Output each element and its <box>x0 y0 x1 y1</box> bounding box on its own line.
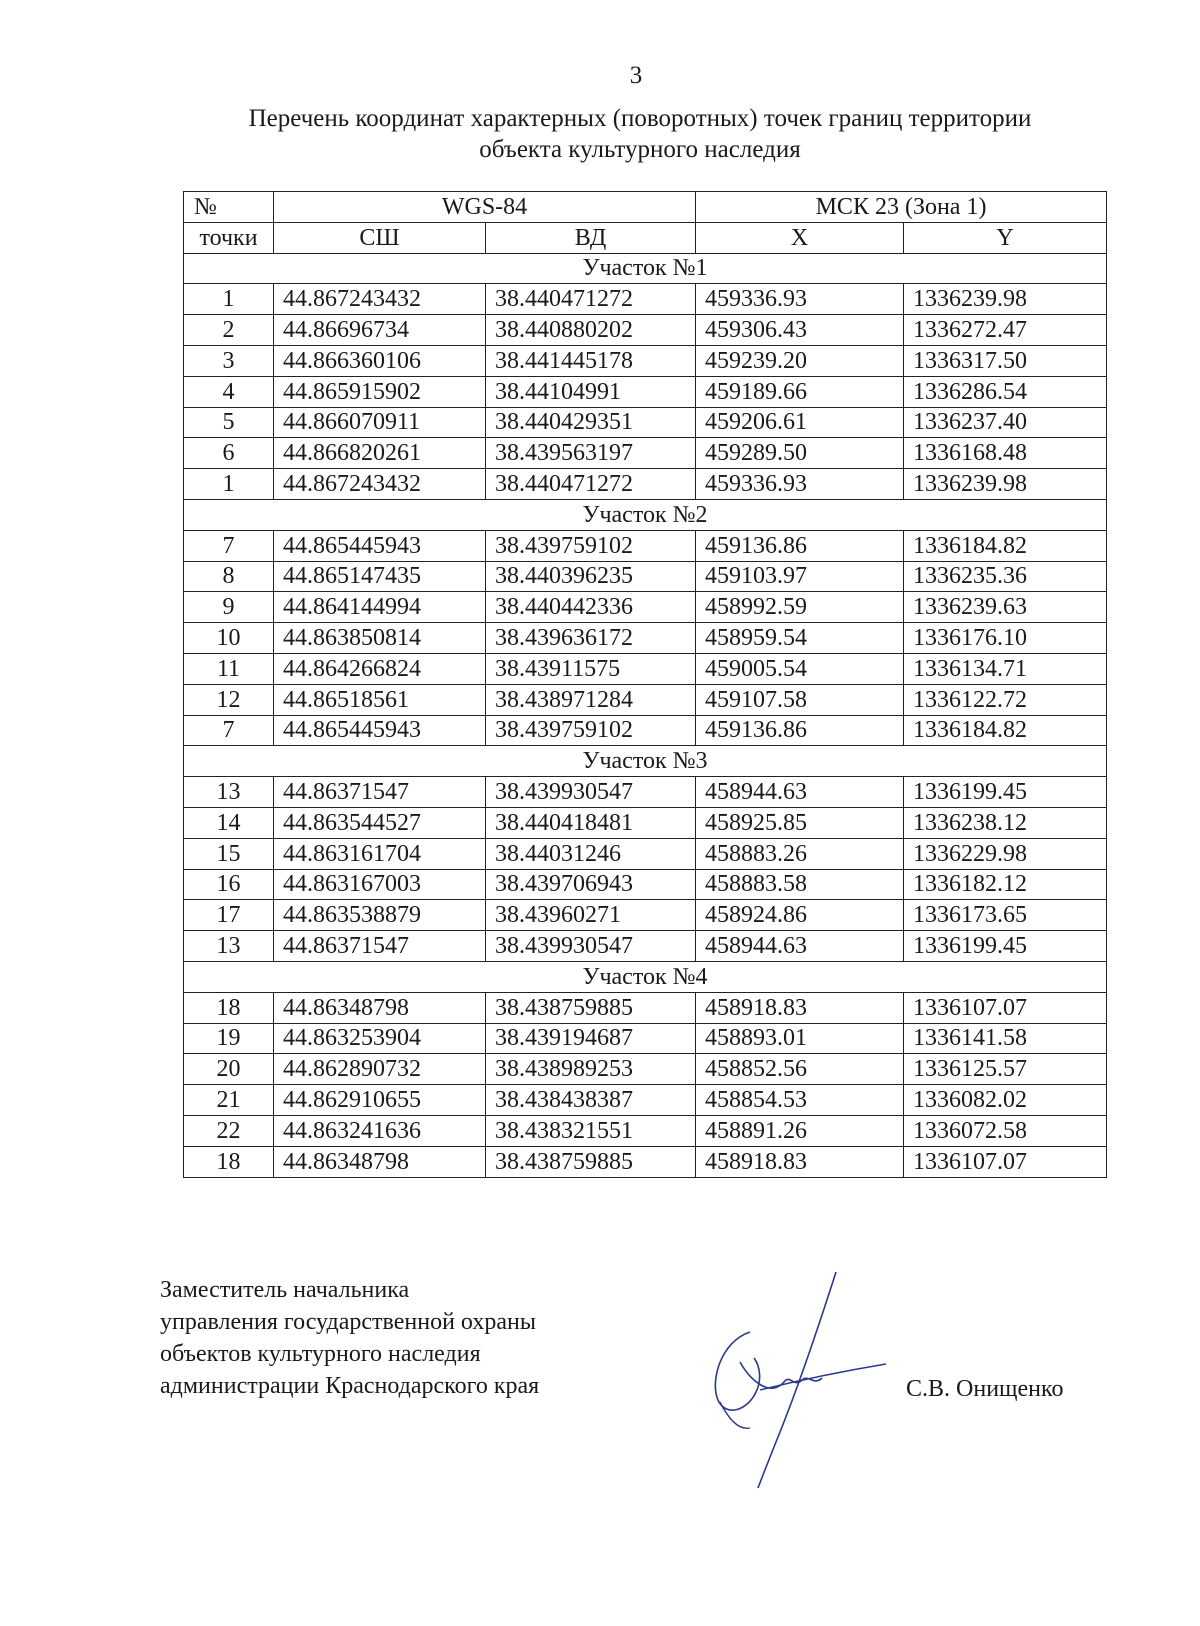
x-cell: 458918.83 <box>696 1146 904 1177</box>
page-number: 3 <box>629 62 643 89</box>
point-number-cell: 5 <box>184 407 274 438</box>
table-header-row-2 <box>184 222 1107 253</box>
longitude-cell: 38.439563197 <box>486 438 696 469</box>
signatory-position <box>160 1274 539 1402</box>
point-number-cell: 8 <box>184 561 274 592</box>
table-row <box>184 623 1107 654</box>
document-title-line-1: Перечень координат характерных (поворотных) точек границ территории <box>248 105 1032 132</box>
table-row <box>184 438 1107 469</box>
latitude-cell: 44.863850814 <box>274 623 486 654</box>
section-row <box>184 499 1107 530</box>
section-row <box>184 961 1107 992</box>
y-cell: 1336239.98 <box>904 284 1107 315</box>
longitude-cell: 38.438321551 <box>486 1115 696 1146</box>
header-point-number: № <box>184 192 274 223</box>
signatory-position-line: объектов культурного наследия <box>160 1341 481 1367</box>
x-cell: 459136.86 <box>696 715 904 746</box>
x-cell: 458959.54 <box>696 623 904 654</box>
longitude-cell: 38.439930547 <box>486 931 696 962</box>
header-y: Y <box>904 222 1107 253</box>
x-cell: 458854.53 <box>696 1085 904 1116</box>
point-number-cell: 6 <box>184 438 274 469</box>
document-title-line-2: объекта культурного наследия <box>479 136 801 163</box>
x-cell: 458925.85 <box>696 807 904 838</box>
y-cell: 1336134.71 <box>904 653 1107 684</box>
table-row <box>184 684 1107 715</box>
table-row <box>184 315 1107 346</box>
x-cell: 459189.66 <box>696 376 904 407</box>
section-title: Участок №4 <box>184 961 1107 992</box>
latitude-cell: 44.86696734 <box>274 315 486 346</box>
latitude-cell: 44.865445943 <box>274 530 486 561</box>
y-cell: 1336199.45 <box>904 777 1107 808</box>
table-row <box>184 345 1107 376</box>
latitude-cell: 44.863538879 <box>274 900 486 931</box>
y-cell: 1336272.47 <box>904 315 1107 346</box>
latitude-cell: 44.864266824 <box>274 653 486 684</box>
latitude-cell: 44.863161704 <box>274 838 486 869</box>
header-longitude: ВД <box>486 222 696 253</box>
x-cell: 458852.56 <box>696 1054 904 1085</box>
point-number-cell: 20 <box>184 1054 274 1085</box>
x-cell: 459306.43 <box>696 315 904 346</box>
longitude-cell: 38.440418481 <box>486 807 696 838</box>
table-row <box>184 592 1107 623</box>
x-cell: 458992.59 <box>696 592 904 623</box>
table-row <box>184 1146 1107 1177</box>
signer-name: С.В. Онищенко <box>906 1376 1064 1402</box>
y-cell: 1336286.54 <box>904 376 1107 407</box>
longitude-cell: 38.439930547 <box>486 777 696 808</box>
longitude-cell: 38.44031246 <box>486 838 696 869</box>
table-row <box>184 1085 1107 1116</box>
point-number-cell: 15 <box>184 838 274 869</box>
longitude-cell: 38.439759102 <box>486 530 696 561</box>
latitude-cell: 44.862890732 <box>274 1054 486 1085</box>
point-number-cell: 19 <box>184 1023 274 1054</box>
latitude-cell: 44.867243432 <box>274 284 486 315</box>
signatory-position-line: администрации Краснодарского края <box>160 1373 540 1399</box>
longitude-cell: 38.441445178 <box>486 345 696 376</box>
latitude-cell: 44.86371547 <box>274 777 486 808</box>
x-cell: 458893.01 <box>696 1023 904 1054</box>
point-number-cell: 2 <box>184 315 274 346</box>
longitude-cell: 38.440471272 <box>486 469 696 500</box>
x-cell: 459103.97 <box>696 561 904 592</box>
latitude-cell: 44.86371547 <box>274 931 486 962</box>
x-cell: 458944.63 <box>696 931 904 962</box>
y-cell: 1336237.40 <box>904 407 1107 438</box>
header-latitude: СШ <box>274 222 486 253</box>
y-cell: 1336199.45 <box>904 931 1107 962</box>
table-row <box>184 807 1107 838</box>
y-cell: 1336239.98 <box>904 469 1107 500</box>
section-title: Участок №3 <box>184 746 1107 777</box>
y-cell: 1336072.58 <box>904 1115 1107 1146</box>
point-number-cell: 11 <box>184 653 274 684</box>
point-number-cell: 10 <box>184 623 274 654</box>
latitude-cell: 44.867243432 <box>274 469 486 500</box>
y-cell: 1336107.07 <box>904 1146 1107 1177</box>
point-number-cell: 7 <box>184 715 274 746</box>
table-row <box>184 715 1107 746</box>
header-x: X <box>696 222 904 253</box>
coordinates-table <box>183 191 1107 1178</box>
y-cell: 1336184.82 <box>904 715 1107 746</box>
longitude-cell: 38.439706943 <box>486 869 696 900</box>
y-cell: 1336317.50 <box>904 345 1107 376</box>
header-msk23: МСК 23 (Зона 1) <box>696 192 1107 223</box>
table-row <box>184 561 1107 592</box>
table-row <box>184 407 1107 438</box>
latitude-cell: 44.865445943 <box>274 715 486 746</box>
latitude-cell: 44.862910655 <box>274 1085 486 1116</box>
y-cell: 1336239.63 <box>904 592 1107 623</box>
y-cell: 1336107.07 <box>904 992 1107 1023</box>
signatory-position-line: Заместитель начальника <box>160 1277 410 1303</box>
point-number-cell: 7 <box>184 530 274 561</box>
section-title: Участок №2 <box>184 499 1107 530</box>
x-cell: 459206.61 <box>696 407 904 438</box>
point-number-cell: 16 <box>184 869 274 900</box>
longitude-cell: 38.440396235 <box>486 561 696 592</box>
signatory-position-line: управления государственной охраны <box>160 1309 536 1335</box>
table-body <box>184 253 1107 1177</box>
y-cell: 1336082.02 <box>904 1085 1107 1116</box>
longitude-cell: 38.44104991 <box>486 376 696 407</box>
point-number-cell: 13 <box>184 777 274 808</box>
latitude-cell: 44.86348798 <box>274 1146 486 1177</box>
longitude-cell: 38.438759885 <box>486 992 696 1023</box>
x-cell: 458918.83 <box>696 992 904 1023</box>
y-cell: 1336229.98 <box>904 838 1107 869</box>
longitude-cell: 38.438759885 <box>486 1146 696 1177</box>
latitude-cell: 44.866070911 <box>274 407 486 438</box>
y-cell: 1336141.58 <box>904 1023 1107 1054</box>
table-row <box>184 653 1107 684</box>
x-cell: 459136.86 <box>696 530 904 561</box>
longitude-cell: 38.439759102 <box>486 715 696 746</box>
point-number-cell: 13 <box>184 931 274 962</box>
latitude-cell: 44.86518561 <box>274 684 486 715</box>
x-cell: 459005.54 <box>696 653 904 684</box>
longitude-cell: 38.438438387 <box>486 1085 696 1116</box>
header-point-label: точки <box>184 222 274 253</box>
document-title <box>160 103 1120 165</box>
x-cell: 459336.93 <box>696 469 904 500</box>
point-number-cell: 9 <box>184 592 274 623</box>
x-cell: 458883.26 <box>696 838 904 869</box>
table-row <box>184 900 1107 931</box>
point-number-cell: 1 <box>184 469 274 500</box>
table-row <box>184 284 1107 315</box>
table-header-row-1 <box>184 192 1107 223</box>
table-row <box>184 838 1107 869</box>
latitude-cell: 44.863253904 <box>274 1023 486 1054</box>
longitude-cell: 38.43911575 <box>486 653 696 684</box>
table-row <box>184 1054 1107 1085</box>
point-number-cell: 12 <box>184 684 274 715</box>
table-row <box>184 1115 1107 1146</box>
point-number-cell: 1 <box>184 284 274 315</box>
x-cell: 458944.63 <box>696 777 904 808</box>
point-number-cell: 22 <box>184 1115 274 1146</box>
section-title: Участок №1 <box>184 253 1107 284</box>
table-row <box>184 530 1107 561</box>
table-row <box>184 931 1107 962</box>
longitude-cell: 38.440880202 <box>486 315 696 346</box>
y-cell: 1336125.57 <box>904 1054 1107 1085</box>
latitude-cell: 44.865915902 <box>274 376 486 407</box>
longitude-cell: 38.438989253 <box>486 1054 696 1085</box>
table-row <box>184 992 1107 1023</box>
point-number-cell: 17 <box>184 900 274 931</box>
y-cell: 1336173.65 <box>904 900 1107 931</box>
longitude-cell: 38.440429351 <box>486 407 696 438</box>
longitude-cell: 38.438971284 <box>486 684 696 715</box>
latitude-cell: 44.866820261 <box>274 438 486 469</box>
longitude-cell: 38.43960271 <box>486 900 696 931</box>
latitude-cell: 44.865147435 <box>274 561 486 592</box>
table-row <box>184 777 1107 808</box>
point-number-cell: 14 <box>184 807 274 838</box>
x-cell: 458883.58 <box>696 869 904 900</box>
latitude-cell: 44.863544527 <box>274 807 486 838</box>
section-row <box>184 253 1107 284</box>
longitude-cell: 38.439194687 <box>486 1023 696 1054</box>
x-cell: 459289.50 <box>696 438 904 469</box>
y-cell: 1336184.82 <box>904 530 1107 561</box>
table-row <box>184 469 1107 500</box>
y-cell: 1336168.48 <box>904 438 1107 469</box>
longitude-cell: 38.440442336 <box>486 592 696 623</box>
x-cell: 459107.58 <box>696 684 904 715</box>
table-row <box>184 1023 1107 1054</box>
y-cell: 1336182.12 <box>904 869 1107 900</box>
longitude-cell: 38.439636172 <box>486 623 696 654</box>
handwritten-signature <box>710 1262 890 1492</box>
x-cell: 458891.26 <box>696 1115 904 1146</box>
y-cell: 1336235.36 <box>904 561 1107 592</box>
y-cell: 1336176.10 <box>904 623 1107 654</box>
header-wgs84: WGS-84 <box>274 192 696 223</box>
section-row <box>184 746 1107 777</box>
y-cell: 1336122.72 <box>904 684 1107 715</box>
latitude-cell: 44.863167003 <box>274 869 486 900</box>
latitude-cell: 44.863241636 <box>274 1115 486 1146</box>
point-number-cell: 18 <box>184 1146 274 1177</box>
latitude-cell: 44.86348798 <box>274 992 486 1023</box>
x-cell: 459336.93 <box>696 284 904 315</box>
latitude-cell: 44.866360106 <box>274 345 486 376</box>
x-cell: 459239.20 <box>696 345 904 376</box>
point-number-cell: 3 <box>184 345 274 376</box>
table-row <box>184 376 1107 407</box>
table-row <box>184 869 1107 900</box>
point-number-cell: 4 <box>184 376 274 407</box>
point-number-cell: 18 <box>184 992 274 1023</box>
point-number-cell: 21 <box>184 1085 274 1116</box>
latitude-cell: 44.864144994 <box>274 592 486 623</box>
x-cell: 458924.86 <box>696 900 904 931</box>
longitude-cell: 38.440471272 <box>486 284 696 315</box>
y-cell: 1336238.12 <box>904 807 1107 838</box>
